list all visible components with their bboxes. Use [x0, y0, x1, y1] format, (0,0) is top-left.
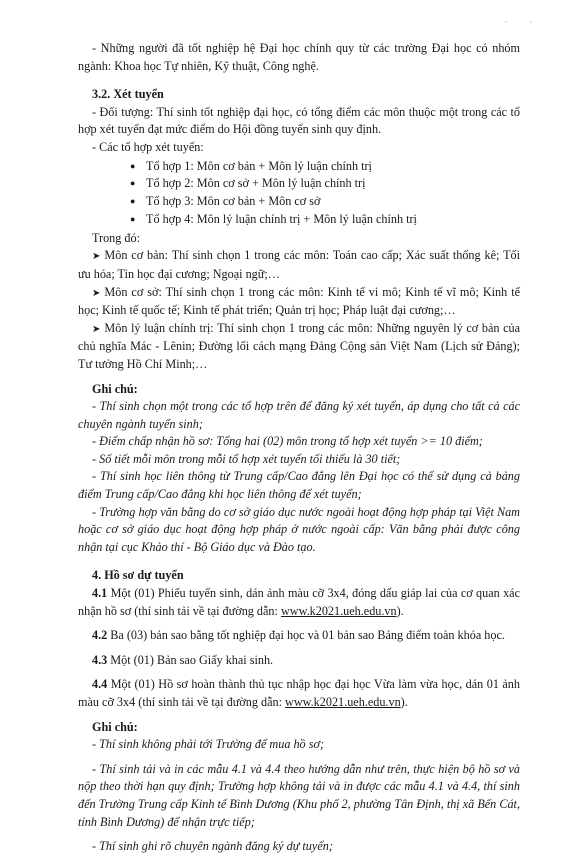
- combo-item: ● Tổ hợp 3: Môn cơ bản + Môn cơ sở: [130, 193, 520, 211]
- section-4-heading: 4. Hồ sơ dự tuyển: [92, 568, 184, 583]
- combos-label: - Các tổ hợp xét tuyển:: [92, 139, 204, 154]
- note-item: - Thí sinh không phải tới Trường để mua hồ sơ;: [92, 737, 325, 752]
- intro-paragraph: - Những người đã tốt nghiệp hệ Đại học chính quy từ các trường Đại học có nhóm ngành: Khoa học Tự nhiên, Kỹ thuật, Công nghệ.: [78, 41, 520, 73]
- combo-item: ● Tổ hợp 4: Môn lý luận chính trị + Môn lý luận chính trị: [130, 211, 520, 229]
- in-which-label: Trong đó:: [92, 230, 140, 245]
- note-item: - Số tiết mỗi môn trong mỗi tổ hợp xét tuyển tối thiểu là 30 tiết;: [92, 451, 401, 466]
- target-paragraph: - Đối tượng: Thí sinh tốt nghiệp đại học, có tổng điểm các môn thuộc một trong các tổ hợp xét tuyển đạt mức điểm do Hội đồng tuyển sinh quy định.: [78, 104, 520, 137]
- note-label-4: Ghi chú:: [92, 719, 138, 734]
- note-item: - Trường hợp văn bằng do cơ sở giáo dục nước ngoài hoạt động hợp pháp tại Việt Nam hoặc cơ sở giáo dục hoạt động hợp pháp ở nước ngoài cấp: Văn bằng phải được công nhận tại cục Khảo thí - Bộ Giáo dục và Đào tạo.: [78, 504, 520, 554]
- note-label-3-2: Ghi chú:: [92, 381, 138, 396]
- item-4-2: 4.2 Ba (03) bản sao bằng tốt nghiệp đại học và 01 bản sao Bảng điểm toàn khóa học.: [92, 628, 505, 643]
- arrow-icon: ➤: [92, 287, 101, 299]
- item-4-3: 4.3 Một (01) Bản sao Giấy khai sinh.: [92, 652, 274, 667]
- download-link[interactable]: www.k2021.ueh.edu.vn: [285, 695, 401, 709]
- subject-foundation: ➤ Môn cơ sở: Thí sinh chọn 1 trong các môn: Kinh tế vi mô; Kinh tế vĩ mô; Kinh tế học; Kinh tế quốc tế; Kinh tế phát triển; Quản trị học; Pháp luật đại cương;…: [78, 284, 520, 318]
- arrow-icon: ➤: [92, 323, 101, 335]
- download-link[interactable]: www.k2021.ueh.edu.vn: [280, 603, 397, 618]
- subject-politics: ➤ Môn lý luận chính trị: Thí sinh chọn 1 trong các môn: Những nguyên lý cơ bản của chủ nghĩa Mác - Lênin; Đường lối cách mạng Đảng Cộng sản Việt Nam (Lịch sử Đảng); Tư tưởng Hồ Chí Minh;…: [78, 320, 520, 371]
- note-item: - Thí sinh chọn một trong các tổ hợp trên để đăng ký xét tuyển, áp dụng cho tất cả các chuyên ngành tuyển sinh;: [78, 399, 520, 431]
- combos-list: [78, 158, 520, 229]
- scan-specks: · ·: [504, 18, 542, 27]
- item-4-4: 4.4 Một (01) Hồ sơ hoàn thành thủ tục nhập học đại học Vừa làm vừa học, dán 01 ảnh màu cỡ 3x4 (thí sinh tải về tại đường dẫn: www.k2021.ueh.edu.vn).: [78, 677, 520, 709]
- subject-basic: ➤ Môn cơ bản: Thí sinh chọn 1 trong các môn: Toán cao cấp; Xác suất thống kê; Tối ưu hóa; Tin học đại cương; Ngoại ngữ;…: [78, 248, 520, 281]
- note-item: - Thí sinh ghi rõ chuyên ngành đăng ký dự tuyển;: [92, 839, 333, 854]
- section-3-2-heading: 3.2. Xét tuyển: [92, 87, 164, 102]
- note-item: - Điểm chấp nhận hồ sơ: Tổng hai (02) môn trong tổ hợp xét tuyển >= 10 điểm;: [92, 434, 483, 449]
- combo-item: ● Tổ hợp 1: Môn cơ bản + Môn lý luận chính trị: [130, 158, 520, 176]
- combo-item: ● Tổ hợp 2: Môn cơ sở + Môn lý luận chính trị: [130, 175, 520, 193]
- item-4-1: 4.1 Một (01) Phiếu tuyển sinh, dán ảnh màu cỡ 3x4, đóng dấu giáp lai của cơ quan xác nhận hồ sơ (thí sinh tải về tại đường dẫn: www.k2021.ueh.edu.vn).: [78, 586, 520, 618]
- note-item: - Thí sinh học liên thông từ Trung cấp/Cao đẳng lên Đại học có thể sử dụng cả bảng điểm Trung cấp/Cao đẳng khi học liên thông để xét tuyển;: [78, 469, 520, 502]
- arrow-icon: ➤: [92, 251, 101, 263]
- note-item: - Thí sinh tải và in các mẫu 4.1 và 4.4 theo hướng dẫn như trên, thực hiện bộ hồ sơ và nộp theo thời hạn quy định; Trường hợp không tải và in được các mẫu 4.1 và 4.4, thí sinh đến Trường Trung cấp Kinh tế Bình Dương (Khu phố 2, phường Tân Định, thị xã Bến Cát, tỉnh Bình Dương) để nhận trực tiếp;: [78, 761, 520, 829]
